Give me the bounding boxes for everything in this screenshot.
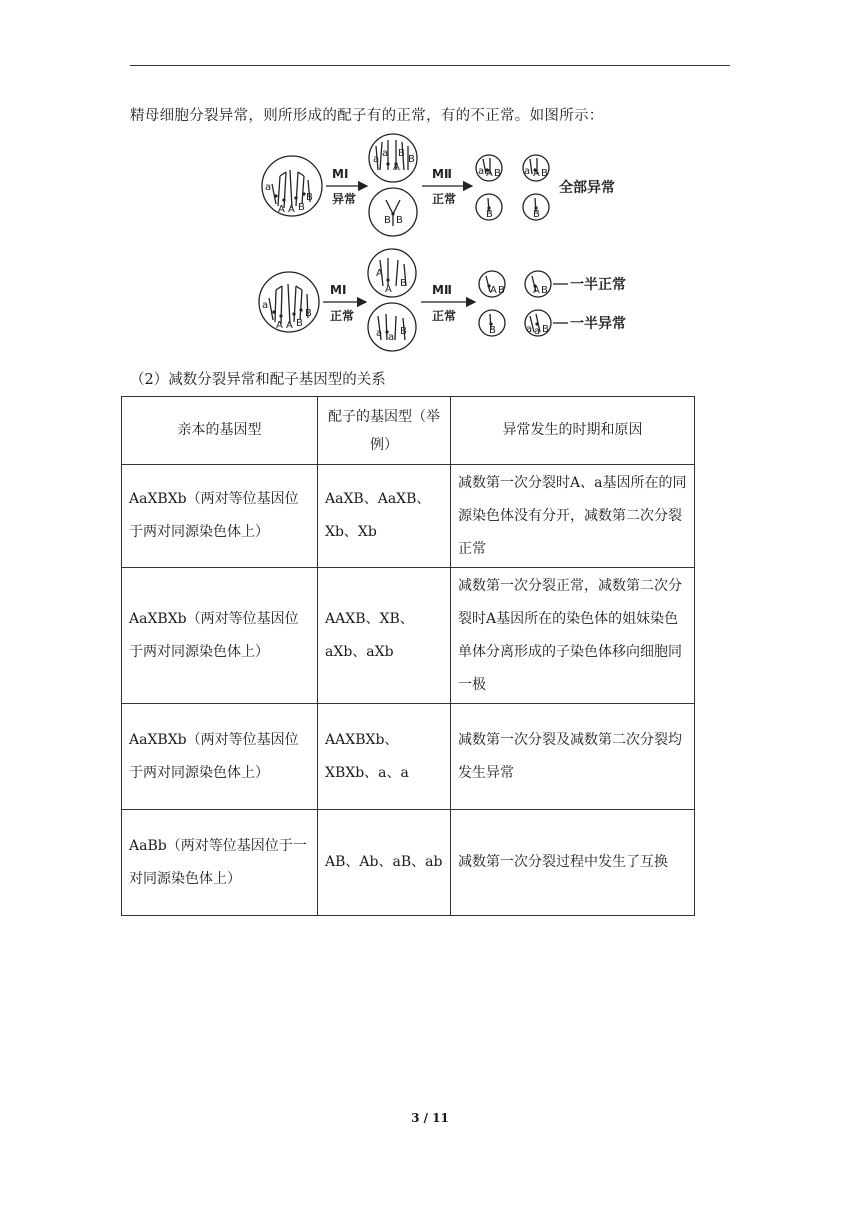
intro-text: 精母细胞分裂异常，则所形成的配子有的正常，有的不正常。如图所示： [130, 108, 604, 124]
normal-label: 正常 [432, 192, 457, 206]
allele-label: B [400, 326, 407, 337]
header-cell: 配子的基因型（举例） [318, 397, 451, 465]
allele-label: A [490, 285, 497, 296]
meiosis-diagram [250, 126, 650, 358]
header-rule [130, 65, 730, 66]
gamete-genotype-cell: AAXBXb、XBXb、a、a [318, 704, 451, 810]
allele-label: A [533, 285, 540, 296]
table-row [122, 568, 695, 704]
allele-label: B [494, 168, 501, 179]
allele-label: A [385, 284, 392, 295]
allele-label: A [376, 268, 383, 279]
allele-label: a [373, 154, 380, 165]
allele-label: a [534, 326, 541, 337]
allele-label: B [542, 324, 549, 335]
reason-cell: 减数第一次分裂正常，减数第二次分裂时A基因所在的染色体的姐妹染色单体分离形成的子染色体移向细胞同一极 [451, 568, 695, 704]
result-half-normal: 一半正常 [570, 277, 626, 293]
allele-label: a [382, 148, 389, 159]
page-number: 3 / 11 [411, 1111, 449, 1125]
gamete-genotype-cell: AB、Ab、aB、ab [318, 810, 451, 916]
result-all-abnormal: 全部异常 [559, 180, 615, 196]
allele-label: a [265, 182, 272, 193]
allele-label: A [288, 204, 295, 215]
allele-label: B [384, 215, 391, 226]
table-row [122, 704, 695, 810]
gamete-genotype-cell: AAXB、XB、aXb、aXb [318, 568, 451, 704]
abnormal-label: 异常 [332, 192, 357, 206]
parent-genotype-cell: AaXBXb（两对等位基因位于两对同源染色体上） [122, 568, 318, 704]
allele-label: A [286, 320, 293, 331]
allele-label: B [489, 325, 496, 336]
allele-label: A [393, 162, 400, 173]
allele-label: B [498, 285, 505, 296]
mii-label: MⅡ [432, 283, 452, 297]
allele-label: a [478, 166, 485, 177]
section-title: （2）减数分裂异常和配子基因型的关系 [130, 372, 386, 388]
normal-label: 正常 [330, 309, 355, 323]
normal-label: 正常 [432, 309, 457, 323]
allele-label: a [388, 332, 395, 343]
allele-label: a [526, 324, 533, 335]
mi-label: MⅠ [330, 283, 347, 297]
parent-genotype-cell: AaXBXb（两对等位基因位于两对同源染色体上） [122, 465, 318, 568]
allele-label: B [305, 308, 312, 319]
genotype-table [121, 396, 695, 916]
gamete-genotype-cell: AaXB、AaXB、Xb、Xb [318, 465, 451, 568]
allele-label: A [278, 204, 285, 215]
allele-label: A [486, 168, 493, 179]
table-header-row [122, 397, 695, 465]
allele-label: B [408, 154, 415, 165]
result-half-abnormal: 一半异常 [570, 316, 626, 332]
allele-label: A [276, 320, 283, 331]
parent-genotype-cell: AaBb（两对等位基因位于一对同源染色体上） [122, 810, 318, 916]
allele-label: a [524, 166, 531, 177]
header-cell: 亲本的基因型 [122, 397, 318, 465]
allele-label: B [396, 215, 403, 226]
allele-label: B [533, 209, 540, 220]
mi-normal-cell-bottom [368, 303, 416, 351]
allele-label: B [398, 148, 405, 159]
reason-cell: 减数第一次分裂过程中发生了互换 [451, 810, 695, 916]
table-row [122, 810, 695, 916]
allele-label: B [306, 192, 313, 203]
allele-label: B [541, 168, 548, 179]
reason-cell: 减数第一次分裂及减数第二次分裂均发生异常 [451, 704, 695, 810]
allele-label: A [533, 168, 540, 179]
mi-abnormal-cell-bottom [369, 188, 417, 236]
allele-label: B [486, 209, 493, 220]
table-row [122, 465, 695, 568]
allele-label: B [298, 202, 305, 213]
parent-genotype-cell: AaXBXb（两对等位基因位于两对同源染色体上） [122, 704, 318, 810]
allele-label: B [400, 278, 407, 289]
allele-label: B [296, 318, 303, 329]
allele-label: B [541, 285, 548, 296]
reason-cell: 减数第一次分裂时A、a基因所在的同源染色体没有分开，减数第二次分裂正常 [451, 465, 695, 568]
mii-label: MⅡ [432, 167, 452, 181]
allele-label: a [262, 300, 269, 311]
allele-label: a [376, 328, 383, 339]
mi-label: MⅠ [332, 167, 349, 181]
header-cell: 异常发生的时期和原因 [451, 397, 695, 465]
